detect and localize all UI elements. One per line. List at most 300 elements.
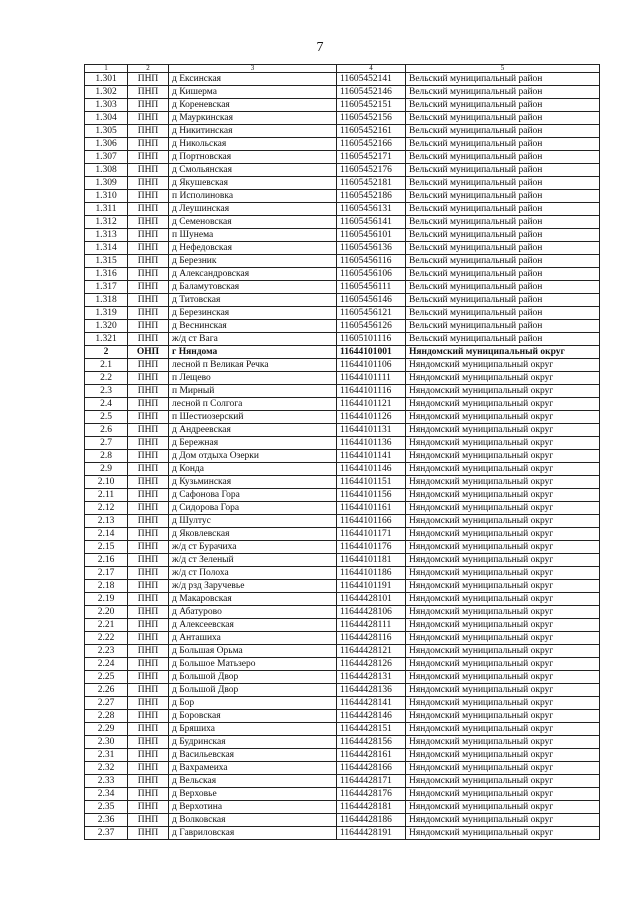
settlement-name-cell: д Смольянская [169, 164, 337, 177]
row-number-cell: 2.11 [85, 489, 128, 502]
column-header: 5 [406, 65, 600, 73]
table-row [85, 125, 600, 138]
municipality-cell: Вельский муниципальный район [406, 151, 600, 164]
settlement-name-cell: д Баламутовская [169, 281, 337, 294]
table-row [85, 749, 600, 762]
oktmo-code-cell: 11644101151 [337, 476, 406, 489]
settlement-name-cell: д Александровская [169, 268, 337, 281]
settlement-name-cell: д Бор [169, 697, 337, 710]
settlement-name-cell: д Семеновская [169, 216, 337, 229]
municipality-cell: Няндомский муниципальный округ [406, 632, 600, 645]
municipality-cell: Вельский муниципальный район [406, 307, 600, 320]
row-number-cell: 2.14 [85, 528, 128, 541]
table-row [85, 385, 600, 398]
oktmo-code-cell: 11644101111 [337, 372, 406, 385]
oktmo-code-cell: 11605452146 [337, 86, 406, 99]
table-row [85, 528, 600, 541]
type-cell: ПНП [128, 671, 169, 684]
table-row [85, 502, 600, 515]
type-cell: ПНП [128, 645, 169, 658]
type-cell: ПНП [128, 658, 169, 671]
table-row [85, 567, 600, 580]
row-number-cell: 1.320 [85, 320, 128, 333]
table-row [85, 203, 600, 216]
type-cell: ПНП [128, 255, 169, 268]
settlement-name-cell: д Будринская [169, 736, 337, 749]
municipality-cell: Няндомский муниципальный округ [406, 658, 600, 671]
settlement-name-cell: д Большой Двор [169, 671, 337, 684]
settlement-name-cell: ж/д рзд Заручевье [169, 580, 337, 593]
oktmo-code-cell: 11605452186 [337, 190, 406, 203]
table-row [85, 814, 600, 827]
settlement-name-cell: ж/д ст Бурачиха [169, 541, 337, 554]
row-number-cell: 1.318 [85, 294, 128, 307]
settlement-name-cell: п Исполиновка [169, 190, 337, 203]
row-number-cell: 1.311 [85, 203, 128, 216]
settlement-name-cell: лесной п Солгога [169, 398, 337, 411]
settlement-table [84, 64, 600, 840]
oktmo-code-cell: 11605101116 [337, 333, 406, 346]
table-row [85, 463, 600, 476]
table-row [85, 788, 600, 801]
settlement-name-cell: д Боровская [169, 710, 337, 723]
settlement-name-cell: д Никитинская [169, 125, 337, 138]
type-cell: ОНП [128, 346, 169, 359]
page-number: 7 [316, 40, 324, 55]
municipality-cell: Няндомский муниципальный округ [406, 554, 600, 567]
type-cell: ПНП [128, 697, 169, 710]
table-row [85, 684, 600, 697]
type-cell: ПНП [128, 333, 169, 346]
municipality-cell: Няндомский муниципальный округ [406, 736, 600, 749]
table-row [85, 437, 600, 450]
oktmo-code-cell: 11644428121 [337, 645, 406, 658]
table-row [85, 229, 600, 242]
row-number-cell: 1.310 [85, 190, 128, 203]
oktmo-code-cell: 11644428101 [337, 593, 406, 606]
type-cell: ПНП [128, 268, 169, 281]
municipality-cell: Няндомский муниципальный округ [406, 788, 600, 801]
municipality-cell: Няндомский муниципальный округ [406, 580, 600, 593]
municipality-cell: Вельский муниципальный район [406, 268, 600, 281]
settlement-name-cell: д Леушинская [169, 203, 337, 216]
municipality-cell: Няндомский муниципальный округ [406, 619, 600, 632]
type-cell: ПНП [128, 502, 169, 515]
oktmo-code-cell: 11605452166 [337, 138, 406, 151]
type-cell: ПНП [128, 294, 169, 307]
settlement-name-cell: д Кишерма [169, 86, 337, 99]
row-number-cell: 2.12 [85, 502, 128, 515]
row-number-cell: 2.30 [85, 736, 128, 749]
table-row [85, 619, 600, 632]
row-number-cell: 2.13 [85, 515, 128, 528]
type-cell: ПНП [128, 99, 169, 112]
type-cell: ПНП [128, 177, 169, 190]
row-number-cell: 1.302 [85, 86, 128, 99]
oktmo-code-cell: 11644428136 [337, 684, 406, 697]
oktmo-code-cell: 11644101136 [337, 437, 406, 450]
row-number-cell: 1.306 [85, 138, 128, 151]
table-row [85, 632, 600, 645]
type-cell: ПНП [128, 190, 169, 203]
type-cell: ПНП [128, 463, 169, 476]
row-number-cell: 1.314 [85, 242, 128, 255]
oktmo-code-cell: 11644428146 [337, 710, 406, 723]
type-cell: ПНП [128, 788, 169, 801]
oktmo-code-cell: 11644101131 [337, 424, 406, 437]
table-row [85, 476, 600, 489]
oktmo-code-cell: 11605456141 [337, 216, 406, 229]
row-number-cell: 2.22 [85, 632, 128, 645]
settlement-name-cell: д Абатурово [169, 606, 337, 619]
oktmo-code-cell: 11644428191 [337, 827, 406, 840]
type-cell: ПНП [128, 580, 169, 593]
row-number-cell: 1.321 [85, 333, 128, 346]
type-cell: ПНП [128, 749, 169, 762]
oktmo-code-cell: 11644428166 [337, 762, 406, 775]
type-cell: ПНП [128, 138, 169, 151]
municipality-cell: Няндомский муниципальный округ [406, 827, 600, 840]
table-row [85, 762, 600, 775]
table-row [85, 398, 600, 411]
table-row [85, 190, 600, 203]
row-number-cell: 1.308 [85, 164, 128, 177]
table-row [85, 73, 600, 86]
type-cell: ПНП [128, 632, 169, 645]
row-number-cell: 2.33 [85, 775, 128, 788]
row-number-cell: 1.319 [85, 307, 128, 320]
municipality-cell: Няндомский муниципальный округ [406, 723, 600, 736]
municipality-cell: Няндомский муниципальный округ [406, 684, 600, 697]
type-cell: ПНП [128, 450, 169, 463]
settlement-name-cell: д Волковская [169, 814, 337, 827]
type-cell: ПНП [128, 593, 169, 606]
table-row [85, 138, 600, 151]
settlement-name-cell: д Верховье [169, 788, 337, 801]
type-cell: ПНП [128, 606, 169, 619]
row-number-cell: 2 [85, 346, 128, 359]
oktmo-code-cell: 11605452151 [337, 99, 406, 112]
table-row [85, 697, 600, 710]
municipality-cell: Няндомский муниципальный округ [406, 359, 600, 372]
row-number-cell: 2.17 [85, 567, 128, 580]
settlement-name-cell: д Кузьминская [169, 476, 337, 489]
oktmo-code-cell: 11644101121 [337, 398, 406, 411]
settlement-name-cell: г Няндома [169, 346, 337, 359]
type-cell: ПНП [128, 515, 169, 528]
oktmo-code-cell: 11644101126 [337, 411, 406, 424]
settlement-name-cell: д Веснинская [169, 320, 337, 333]
oktmo-code-cell: 11605456126 [337, 320, 406, 333]
row-number-cell: 2.20 [85, 606, 128, 619]
row-number-cell: 1.305 [85, 125, 128, 138]
municipality-cell: Няндомский муниципальный округ [406, 567, 600, 580]
row-number-cell: 1.303 [85, 99, 128, 112]
row-number-cell: 1.309 [85, 177, 128, 190]
settlement-name-cell: д Березник [169, 255, 337, 268]
table-row [85, 580, 600, 593]
table-row [85, 411, 600, 424]
table-row [85, 658, 600, 671]
table-row [85, 541, 600, 554]
municipality-cell: Няндомский муниципальный округ [406, 346, 600, 359]
municipality-cell: Няндомский муниципальный округ [406, 398, 600, 411]
oktmo-code-cell: 11605456136 [337, 242, 406, 255]
oktmo-code-cell: 11605456111 [337, 281, 406, 294]
settlement-name-cell: д Сидорова Гора [169, 502, 337, 515]
table-row [85, 554, 600, 567]
settlement-name-cell: д Портновская [169, 151, 337, 164]
type-cell: ПНП [128, 801, 169, 814]
settlement-name-cell: лесной п Великая Речка [169, 359, 337, 372]
municipality-cell: Няндомский муниципальный округ [406, 515, 600, 528]
table-row [85, 320, 600, 333]
type-cell: ПНП [128, 775, 169, 788]
row-number-cell: 2.1 [85, 359, 128, 372]
row-number-cell: 1.304 [85, 112, 128, 125]
municipality-cell: Няндомский муниципальный округ [406, 697, 600, 710]
table-row [85, 99, 600, 112]
table-row [85, 593, 600, 606]
type-cell: ПНП [128, 684, 169, 697]
settlement-name-cell: д Васильевская [169, 749, 337, 762]
oktmo-code-cell: 11605452176 [337, 164, 406, 177]
table-row [85, 307, 600, 320]
type-cell: ПНП [128, 242, 169, 255]
oktmo-code-cell: 11605452156 [337, 112, 406, 125]
municipality-cell: Няндомский муниципальный округ [406, 593, 600, 606]
settlement-name-cell: ж/д ст Полоха [169, 567, 337, 580]
settlement-name-cell: д Большая Орьма [169, 645, 337, 658]
table-row [85, 294, 600, 307]
oktmo-code-cell: 11605456106 [337, 268, 406, 281]
oktmo-code-cell: 11644428126 [337, 658, 406, 671]
settlement-name-cell: п Шестиозерский [169, 411, 337, 424]
type-cell: ПНП [128, 86, 169, 99]
oktmo-code-cell: 11644101106 [337, 359, 406, 372]
settlement-name-cell: ж/д ст Зеленый [169, 554, 337, 567]
table-row [85, 177, 600, 190]
oktmo-code-cell: 11644428186 [337, 814, 406, 827]
oktmo-code-cell: 11644101176 [337, 541, 406, 554]
row-number-cell: 2.29 [85, 723, 128, 736]
settlement-name-cell: д Дом отдыха Озерки [169, 450, 337, 463]
oktmo-code-cell: 11605452181 [337, 177, 406, 190]
type-cell: ПНП [128, 359, 169, 372]
oktmo-code-cell: 11644101001 [337, 346, 406, 359]
row-number-cell: 2.26 [85, 684, 128, 697]
type-cell: ПНП [128, 164, 169, 177]
row-number-cell: 2.9 [85, 463, 128, 476]
municipality-cell: Няндомский муниципальный округ [406, 424, 600, 437]
municipality-cell: Вельский муниципальный район [406, 112, 600, 125]
type-cell: ПНП [128, 372, 169, 385]
table-row [85, 775, 600, 788]
table-row [85, 424, 600, 437]
row-number-cell: 2.4 [85, 398, 128, 411]
table-row [85, 242, 600, 255]
municipality-cell: Вельский муниципальный район [406, 216, 600, 229]
municipality-cell: Вельский муниципальный район [406, 190, 600, 203]
settlement-name-cell: д Гавриловская [169, 827, 337, 840]
oktmo-code-cell: 11605452141 [337, 73, 406, 86]
type-cell: ПНП [128, 112, 169, 125]
type-cell: ПНП [128, 554, 169, 567]
row-number-cell: 1.317 [85, 281, 128, 294]
oktmo-code-cell: 11644428181 [337, 801, 406, 814]
row-number-cell: 2.34 [85, 788, 128, 801]
row-number-cell: 1.312 [85, 216, 128, 229]
table-row [85, 255, 600, 268]
municipality-cell: Вельский муниципальный район [406, 320, 600, 333]
settlement-name-cell: д Мауркинская [169, 112, 337, 125]
municipality-cell: Вельский муниципальный район [406, 164, 600, 177]
settlement-name-cell: д Шултус [169, 515, 337, 528]
table-row [85, 346, 600, 359]
type-cell: ПНП [128, 528, 169, 541]
table-row [85, 827, 600, 840]
table-row [85, 801, 600, 814]
type-cell: ПНП [128, 567, 169, 580]
municipality-cell: Няндомский муниципальный округ [406, 671, 600, 684]
table-row [85, 112, 600, 125]
table-row [85, 515, 600, 528]
settlement-name-cell: д Большое Матьзеро [169, 658, 337, 671]
settlement-name-cell: д Большой Двор [169, 684, 337, 697]
row-number-cell: 2.19 [85, 593, 128, 606]
municipality-cell: Няндомский муниципальный округ [406, 411, 600, 424]
table-header-row [85, 65, 600, 73]
settlement-name-cell: д Ексинская [169, 73, 337, 86]
settlement-name-cell: д Бережная [169, 437, 337, 450]
settlement-name-cell: д Андреевская [169, 424, 337, 437]
settlement-name-cell: п Мирный [169, 385, 337, 398]
settlement-name-cell: д Бряшиха [169, 723, 337, 736]
type-cell: ПНП [128, 489, 169, 502]
row-number-cell: 2.6 [85, 424, 128, 437]
column-header: 3 [169, 65, 337, 73]
table-row [85, 359, 600, 372]
oktmo-code-cell: 11644428151 [337, 723, 406, 736]
row-number-cell: 2.36 [85, 814, 128, 827]
table-row [85, 736, 600, 749]
municipality-cell: Няндомский муниципальный округ [406, 502, 600, 515]
oktmo-code-cell: 11605452161 [337, 125, 406, 138]
municipality-cell: Няндомский муниципальный округ [406, 541, 600, 554]
oktmo-code-cell: 11605456101 [337, 229, 406, 242]
type-cell: ПНП [128, 437, 169, 450]
oktmo-code-cell: 11605456121 [337, 307, 406, 320]
type-cell: ПНП [128, 151, 169, 164]
type-cell: ПНП [128, 73, 169, 86]
oktmo-code-cell: 11644101116 [337, 385, 406, 398]
row-number-cell: 1.307 [85, 151, 128, 164]
settlement-name-cell: п Лещево [169, 372, 337, 385]
municipality-cell: Няндомский муниципальный округ [406, 814, 600, 827]
type-cell: ПНП [128, 125, 169, 138]
settlement-name-cell: д Нефедовская [169, 242, 337, 255]
type-cell: ПНП [128, 398, 169, 411]
row-number-cell: 1.313 [85, 229, 128, 242]
row-number-cell: 2.21 [85, 619, 128, 632]
table-body [85, 73, 600, 840]
table-row [85, 151, 600, 164]
municipality-cell: Вельский муниципальный район [406, 99, 600, 112]
oktmo-code-cell: 11644428131 [337, 671, 406, 684]
table-row [85, 281, 600, 294]
oktmo-code-cell: 11644101171 [337, 528, 406, 541]
type-cell: ПНП [128, 203, 169, 216]
municipality-cell: Вельский муниципальный район [406, 73, 600, 86]
municipality-cell: Вельский муниципальный район [406, 294, 600, 307]
municipality-cell: Вельский муниципальный район [406, 138, 600, 151]
table-row [85, 268, 600, 281]
row-number-cell: 2.25 [85, 671, 128, 684]
oktmo-code-cell: 11644428156 [337, 736, 406, 749]
row-number-cell: 2.31 [85, 749, 128, 762]
oktmo-code-cell: 11644101156 [337, 489, 406, 502]
municipality-cell: Няндомский муниципальный округ [406, 463, 600, 476]
municipality-cell: Вельский муниципальный район [406, 281, 600, 294]
oktmo-code-cell: 11605456116 [337, 255, 406, 268]
row-number-cell: 2.35 [85, 801, 128, 814]
type-cell: ПНП [128, 710, 169, 723]
municipality-cell: Няндомский муниципальный округ [406, 437, 600, 450]
municipality-cell: Няндомский муниципальный округ [406, 476, 600, 489]
row-number-cell: 2.32 [85, 762, 128, 775]
oktmo-code-cell: 11644428141 [337, 697, 406, 710]
municipality-cell: Няндомский муниципальный округ [406, 385, 600, 398]
municipality-cell: Няндомский муниципальный округ [406, 645, 600, 658]
row-number-cell: 2.28 [85, 710, 128, 723]
row-number-cell: 2.5 [85, 411, 128, 424]
table-row [85, 372, 600, 385]
municipality-cell: Няндомский муниципальный округ [406, 710, 600, 723]
settlement-name-cell: д Конда [169, 463, 337, 476]
row-number-cell: 1.301 [85, 73, 128, 86]
oktmo-code-cell: 11644101161 [337, 502, 406, 515]
row-number-cell: 2.23 [85, 645, 128, 658]
municipality-cell: Вельский муниципальный район [406, 125, 600, 138]
type-cell: ПНП [128, 723, 169, 736]
municipality-cell: Няндомский муниципальный округ [406, 528, 600, 541]
oktmo-code-cell: 11644428106 [337, 606, 406, 619]
municipality-cell: Вельский муниципальный район [406, 229, 600, 242]
table-row [85, 164, 600, 177]
settlement-name-cell: д Алексеевская [169, 619, 337, 632]
oktmo-code-cell: 11644428171 [337, 775, 406, 788]
type-cell: ПНП [128, 411, 169, 424]
municipality-cell: Няндомский муниципальный округ [406, 450, 600, 463]
table-row [85, 216, 600, 229]
settlement-name-cell: д Яковлевская [169, 528, 337, 541]
oktmo-code-cell: 11644101166 [337, 515, 406, 528]
settlement-name-cell: п Шунема [169, 229, 337, 242]
municipality-cell: Вельский муниципальный район [406, 203, 600, 216]
oktmo-code-cell: 11644101181 [337, 554, 406, 567]
settlement-name-cell: д Верхотина [169, 801, 337, 814]
settlement-name-cell: д Якушевская [169, 177, 337, 190]
type-cell: ПНП [128, 307, 169, 320]
table-row [85, 489, 600, 502]
column-header: 4 [337, 65, 406, 73]
table-row [85, 86, 600, 99]
settlement-name-cell: д Титовская [169, 294, 337, 307]
type-cell: ПНП [128, 385, 169, 398]
oktmo-code-cell: 11644101191 [337, 580, 406, 593]
municipality-cell: Няндомский муниципальный округ [406, 372, 600, 385]
municipality-cell: Вельский муниципальный район [406, 177, 600, 190]
